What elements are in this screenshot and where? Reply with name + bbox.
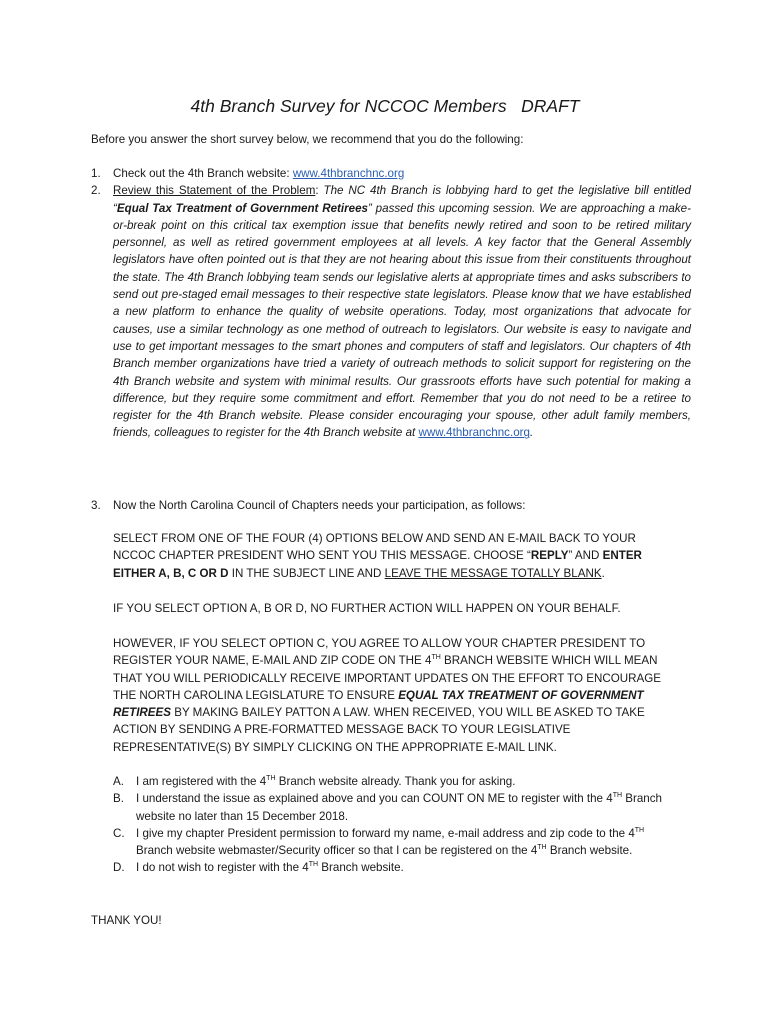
option-a-text-1: I am registered with the 4 (136, 775, 267, 788)
intro-paragraph: Before you answer the short survey below, we recommend that you do the following: (91, 133, 524, 146)
statement-text-b: ” passed this upcoming session. We are approaching a make-or-break point on this critical tax exemption issue that benefits newly retired and soon to be retired military personnel, as well as retired government employees at all levels. A key factor that the General Assembly legislators have often pointed out is that they are not hearing about this issue from their constituents throughout the state. The 4th Branch lobbying team sends our legislative alerts at appropriate times and asks subscribers to send out pre-staged email messages to their respective state legislators. Please know that we have established a new platform to enhance the quality of website operations. Today, most organizations that advocate for causes, use a similar technology as one method of outreach to legislators. Our website is easy to navigate and use to get important messages to the smart phones and computers of staff and legislators. Our chapters of 4th Branch member organizations have tried a variety of outreach methods to solicit support for registering on the 4th Branch website and system with minimal results. Our grassroots efforts have such potential for making a difference, but they require some commitment and effort. Remember that you do not need to be a retiree to register for the 4th Branch website. Please consider encouraging your spouse, other adult family members, friends, colleagues to register for the 4th Branch website at (113, 201, 691, 440)
option-b-text-2: Branch website no later than 15 December 2018. (136, 792, 662, 823)
options-list (113, 773, 678, 877)
step-3 (91, 497, 713, 514)
step-1-text: Check out the 4th Branch website: (113, 167, 293, 180)
option-d-sup: TH (308, 861, 319, 869)
option-c-label: C. (113, 826, 125, 840)
option-c-sup-2: TH (537, 844, 547, 852)
website-link-1[interactable]: www.4thbranchnc.org (292, 167, 405, 180)
option-a-sup: TH (266, 775, 276, 783)
option-c-paragraph (113, 635, 678, 756)
step-1 (91, 165, 691, 182)
no-action-paragraph: IF YOU SELECT OPTION A, B OR D, NO FURTHER ACTION WILL HAPPEN ON YOUR BEHALF. (113, 602, 621, 615)
statement-text-a: The NC 4th Branch is lobbying hard to get the legislative bill entitled “ (113, 184, 691, 215)
option-b-label: B. (113, 792, 124, 806)
option-b (113, 790, 678, 825)
step-1-number: 1. (91, 167, 101, 180)
option-c-text-3: Branch website. (546, 844, 633, 858)
option-c-sup-1: TH (634, 827, 645, 835)
however-sup: TH (431, 654, 441, 662)
option-a (113, 773, 678, 790)
select-text-a: SELECT FROM ONE OF THE FOUR (4) OPTIONS BELOW AND SEND AN E-MAIL BACK TO YOUR NCCOC CHAPTER PRESIDENT WHO SENT YOU THIS MESSAGE. CHOOSE “ (113, 532, 636, 563)
option-c-text-2: Branch website webmaster/Security officer so that I can be registered on the 4 (136, 844, 538, 858)
option-d (113, 859, 678, 876)
select-text-b: ” AND (568, 549, 603, 563)
statement-colon: : (315, 184, 324, 198)
option-d-text-1: I do not wish to register with the 4 (136, 861, 309, 875)
step-2 (91, 182, 691, 441)
option-d-label: D. (113, 861, 125, 875)
steps-list (91, 165, 691, 442)
option-c-text-1: I give my chapter President permission to forward my name, e-mail address and zip code to the 4 (136, 826, 635, 840)
option-d-text-2: Branch website. (318, 861, 404, 875)
website-link-2[interactable]: www.4thbranchnc.org (418, 426, 530, 440)
select-instructions (113, 530, 678, 582)
option-b-text-1: I understand the issue as explained above and you can COUNT ON ME to register with the 4 (136, 792, 613, 806)
blank-message-instruction: LEAVE THE MESSAGE TOTALLY BLANK (384, 566, 602, 580)
option-a-text-2: Branch website already. Thank you for asking. (275, 775, 516, 788)
step-2-number: 2. (91, 184, 101, 198)
option-a-label: A. (113, 775, 124, 788)
however-text-a: HOWEVER, IF YOU SELECT OPTION C, YOU AGREE TO ALLOW YOUR CHAPTER PRESIDENT TO REGISTER YOUR NAME, E-MAIL AND ZIP CODE ON THE 4 (113, 637, 646, 668)
however-text-b: BRANCH WEBSITE WHICH WILL MEAN THAT YOU WILL PERIODICALLY RECEIVE IMPORTANT UPDATES ON THE EFFORT TO ENCOURAGE THE NORTH CAROLINA LEGISLATURE TO ENSURE (113, 654, 662, 702)
option-c (113, 825, 678, 860)
however-bold-title: EQUAL TAX TREATMENT OF GOVERNMENT RETIREES (113, 688, 644, 720)
statement-end: . (529, 426, 534, 440)
statement-label: Review this Statement of the Problem (113, 184, 316, 198)
reply-word: REPLY (530, 549, 569, 563)
however-text-c: BY MAKING BAILEY PATTON A LAW. WHEN RECEIVED, YOU WILL BE ASKED TO TAKE ACTION BY SENDING A PRE-FORMATTED MESSAGE BACK TO YOUR LEGISLATIVE REPRESENTATIVE(S) BY SIMPLY CLICKING ON THE APPROPRIATE E-MAIL LINK. (113, 706, 645, 754)
enter-option-instruction: ENTER EITHER A, B, C OR D (113, 549, 642, 580)
step-3-number: 3. (91, 499, 101, 512)
bill-name: Equal Tax Treatment of Government Retirees (116, 201, 368, 215)
step-3-text: Now the North Carolina Council of Chapters needs your participation, as follows: (113, 499, 526, 512)
option-b-sup: TH (612, 792, 623, 800)
select-text-c: IN THE SUBJECT LINE AND (228, 566, 385, 580)
document-title: 4th Branch Survey for NCCOC Members DRAFT (190, 96, 580, 116)
thank-you-text: THANK YOU! (91, 914, 162, 927)
select-text-d: . (601, 566, 605, 580)
